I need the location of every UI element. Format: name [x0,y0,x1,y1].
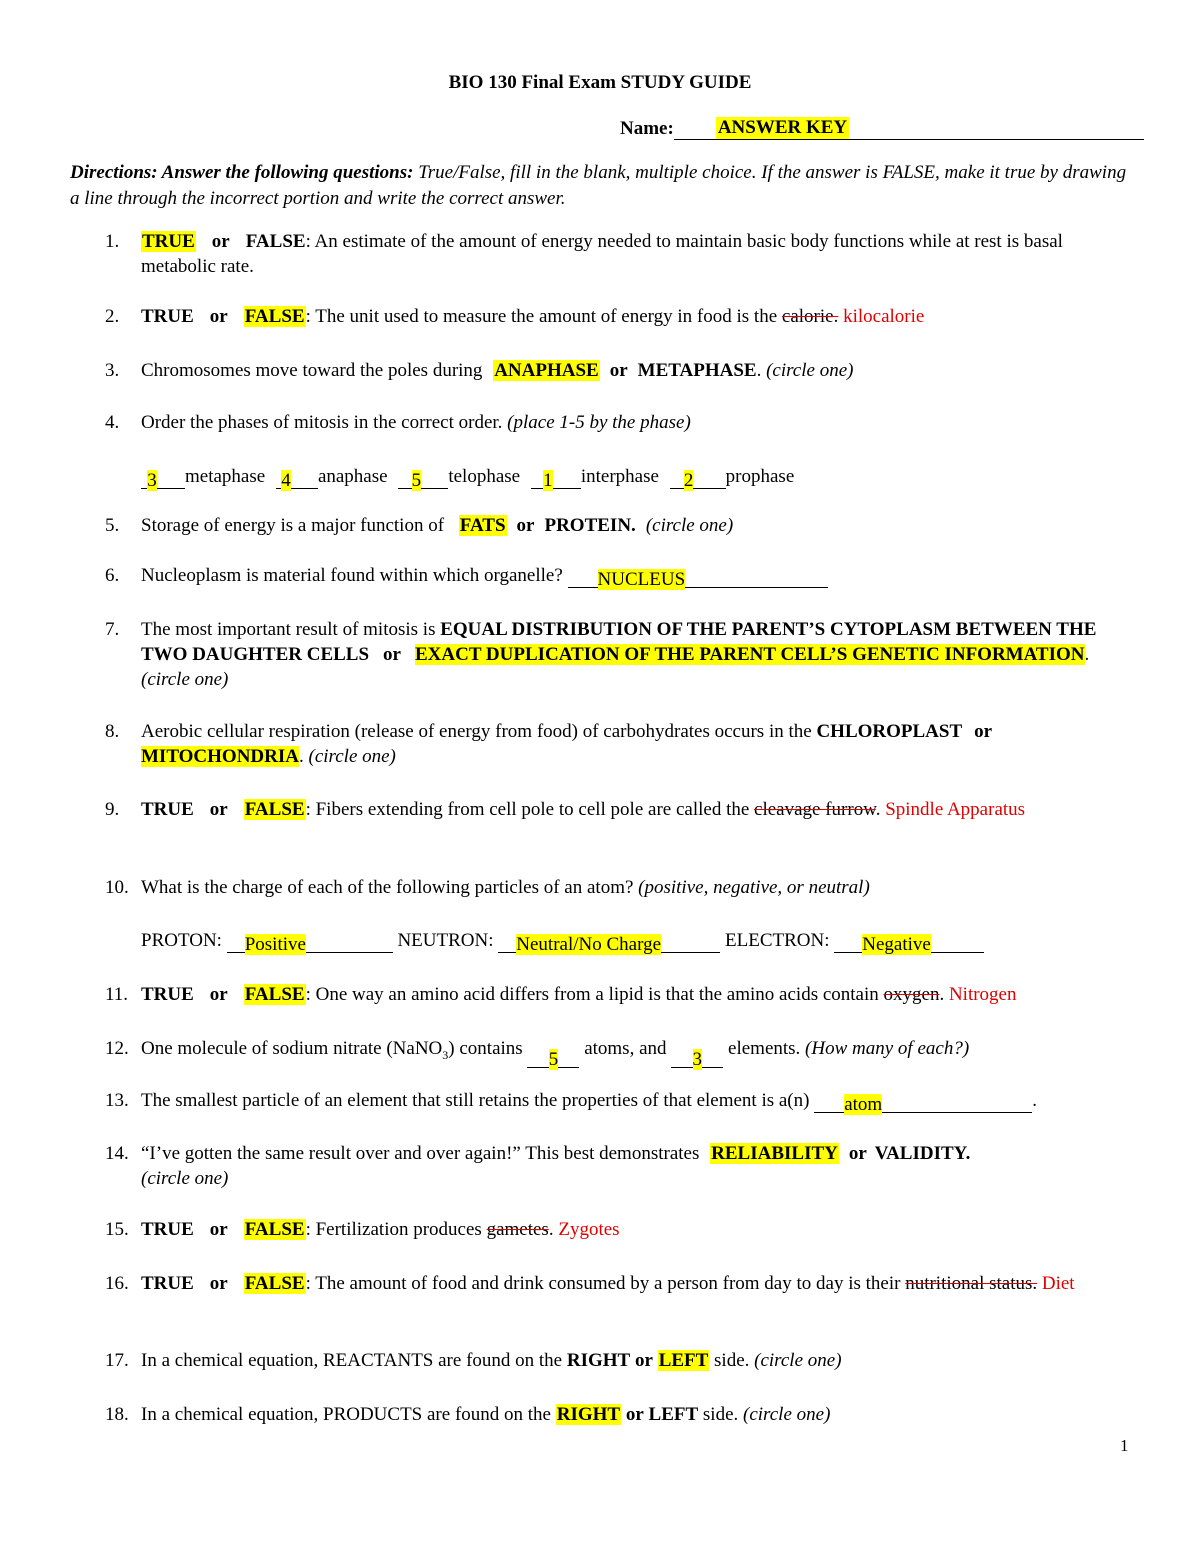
question-text: The smallest particle of an element that still retains the properties of that element is a(n) [141,1090,815,1111]
question-number: 13. [105,1090,129,1111]
punctuation: . [548,1219,554,1240]
question-17 [105,1348,1125,1373]
colon: : [305,984,311,1005]
question-number: 7. [105,619,120,640]
true-option: TRUE [142,231,195,252]
question-text: “I’ve gotten the same result over and over again!” This best demonstrates [141,1143,705,1164]
question-text: Fibers extending from cell pole to cell pole are called the [310,799,755,820]
question-number: 4. [105,412,120,433]
colon: : [305,799,311,820]
electron-answer: Negative [862,934,931,955]
choice-b: METAPHASE [637,360,757,381]
choice-b: PROTEIN. [544,515,636,536]
phase-blank [276,468,296,489]
or-word: or [848,1143,867,1164]
phase-number: 1 [543,470,553,491]
true-option: TRUE [141,1219,194,1240]
question-number: 12. [105,1038,129,1059]
question-number: 3. [105,360,120,381]
phase-blank [531,468,565,489]
phase-number: 4 [281,470,291,491]
punctuation: . [1032,1090,1037,1111]
question-text: Order the phases of mitosis in the correct order. [141,412,508,433]
false-option: FALSE [244,306,305,327]
struck-text: calorie. [781,306,839,327]
question-3 [105,358,1125,383]
answer-text: NUCLEUS [597,569,686,590]
or-word: or [209,306,228,327]
instruction-note: (place 1-5 by the phase) [507,412,691,433]
name-field [620,118,1144,140]
phase-blank [670,468,708,489]
question-text: An estimate of the amount of energy needed to maintain basic body functions while at rest is basal metabolic rate. [141,231,1063,277]
question-number: 10. [105,877,129,898]
or-word: or [383,644,401,665]
atoms-answer: 5 [548,1048,559,1070]
question-text: In a chemical equation, PRODUCTS are found on the [141,1404,556,1425]
false-option: FALSE [244,1219,305,1240]
choice-a: RIGHT [566,1350,631,1371]
phase-number: 3 [147,470,157,491]
question-2 [105,304,1125,329]
electron-blank [834,932,984,953]
or-word: or [609,360,628,381]
choice-a: ANAPHASE [494,360,599,381]
question-text: One molecule of sodium nitrate (NaNO [141,1038,443,1059]
elements-answer: 3 [692,1048,703,1070]
correction-text: Spindle Apparatus [880,799,1026,820]
question-9 [105,797,1125,822]
directions-text: True/False, fill in the blank, multiple choice. If the answer is FALSE, make it true by drawing a line through the incorrect portion and write the correct answer. [70,162,1127,209]
electron-label: ELECTRON: [725,930,830,951]
correction-text: Diet [1037,1273,1075,1294]
question-text: Chromosomes move toward the poles during [141,360,488,381]
phase-label: metaphase [185,466,266,487]
false-option: FALSE [245,231,306,252]
question-text: Aerobic cellular respiration (release of energy from food) of carbohydrates occurs in the [141,721,817,742]
particle-charges-row [105,928,1125,953]
question-text: Nucleoplasm is material found within which organelle? [141,565,568,586]
subscript: 3 [442,1047,449,1062]
question-number: 18. [105,1404,129,1425]
question-number: 8. [105,721,120,742]
or-word: or [209,1219,228,1240]
true-option: TRUE [141,1273,194,1294]
name-blank [674,119,1144,140]
correction-text: Nitrogen [944,984,1017,1005]
answer-blank [814,1092,1032,1113]
choice-b: LEFT [658,1350,709,1371]
colon: : [305,1219,311,1240]
question-text-middle: atoms, and [579,1038,672,1059]
answer-text: atom [844,1094,883,1115]
instruction-note: (circle one) [743,1404,831,1425]
question-number: 16. [105,1273,129,1294]
atoms-blank [527,1047,579,1068]
question-text-end: side. [709,1350,755,1371]
choice-b: LEFT [648,1404,699,1425]
question-16 [105,1271,1125,1296]
choice-a: RIGHT [556,1404,621,1425]
elements-blank [671,1047,723,1068]
question-4 [105,410,1125,435]
or-word: or [625,1404,644,1425]
question-text-end: elements. [723,1038,806,1059]
question-14 [105,1141,1125,1191]
or-word: or [211,231,230,252]
instruction-note: (circle one) [766,360,854,381]
proton-answer: Positive [244,934,306,955]
question-text: One way an amino acid differs from a lipid is that the amino acids contain [310,984,884,1005]
question-number: 11. [105,984,129,1005]
question-number: 14. [105,1143,129,1164]
directions-heading: Directions: Answer the following questions: [70,162,414,183]
or-word: or [209,799,228,820]
question-6 [105,563,1125,588]
struck-text: oxygen [883,984,940,1005]
instruction-note: (circle one) [754,1350,842,1371]
question-text: The unit used to measure the amount of energy in food is the [310,306,782,327]
question-text: In a chemical equation, REACTANTS are found on the [141,1350,567,1371]
choice-a: FATS [459,515,506,536]
page-number: 1 [1120,1436,1129,1455]
false-option: FALSE [244,799,305,820]
question-1 [105,229,1125,279]
true-option: TRUE [141,984,194,1005]
punctuation: . [756,360,767,381]
question-10 [105,875,1125,900]
phase-label: prophase [725,466,795,487]
question-number: 17. [105,1350,129,1371]
instruction-note: (positive, negative, or neutral) [638,877,870,898]
question-text-end: side. [698,1404,744,1425]
choice-b: VALIDITY. [874,1143,971,1164]
struck-text: nutritional status. [905,1273,1038,1294]
question-number: 1. [105,231,120,252]
struck-text: cleavage furrow [754,799,876,820]
directions [70,160,1140,212]
question-13 [105,1088,1125,1113]
question-text: Fertilization produces [310,1219,487,1240]
question-text: The most important result of mitosis is [141,619,441,640]
question-number: 5. [105,515,120,536]
question-text: The amount of food and drink consumed by a person from day to day is their [310,1273,906,1294]
question-11 [105,982,1125,1007]
question-number: 2. [105,306,120,327]
question-18 [105,1402,1125,1427]
punctuation: . [939,984,945,1005]
question-text-continued: ) contains [448,1038,528,1059]
phase-label: interphase [580,466,659,487]
punctuation: . [1084,644,1090,665]
punctuation: . [299,746,309,767]
correction-text: kilocalorie [838,306,925,327]
or-word: or [209,984,228,1005]
question-15 [105,1217,1125,1242]
colon: : [305,306,311,327]
question-8 [105,719,1125,769]
phase-order-row [105,464,1125,489]
page-title: BIO 130 Final Exam STUDY GUIDE [448,72,752,93]
instruction-note: (circle one) [141,669,229,690]
or-word: or [516,515,535,536]
colon: : [305,231,311,252]
or-word: or [634,1350,653,1371]
colon: : [305,1273,311,1294]
question-text: What is the charge of each of the following particles of an atom? [141,877,639,898]
phase-label: anaphase [317,466,388,487]
choice-a: CHLOROPLAST [816,721,963,742]
phase-number: 2 [683,470,694,491]
phase-blank [398,468,434,489]
question-number: 6. [105,565,120,586]
answer-blank [568,567,828,588]
question-7 [105,617,1125,692]
proton-label: PROTON: [141,930,222,951]
choice-a: RELIABILITY [711,1143,838,1164]
phase-label: telophase [448,466,521,487]
question-12 [105,1036,1125,1068]
question-5 [105,513,1125,538]
instruction-note: (circle one) [645,515,734,536]
name-answer: ANSWER KEY [717,117,848,138]
neutron-answer: Neutral/No Charge [516,934,662,955]
choice-b: MITOCHONDRIA [141,746,299,767]
punctuation: . [875,799,881,820]
instruction-note: (How many of each?) [805,1038,970,1059]
correction-text: Zygotes [553,1219,620,1240]
choice-b: EXACT DUPLICATION OF THE PARENT CELL’S GENETIC INFORMATION [414,644,1085,665]
question-text: Storage of energy is a major function of [141,515,449,536]
phase-number: 5 [411,470,422,491]
phase-blank [141,468,163,489]
true-option: TRUE [141,799,194,820]
instruction-note: (circle one) [141,1168,229,1189]
neutron-label: NEUTRON: [397,930,494,951]
question-number: 15. [105,1219,129,1240]
neutron-blank [498,932,720,953]
struck-text: gametes [486,1219,549,1240]
or-word: or [209,1273,228,1294]
instruction-note: (circle one) [308,746,396,767]
choice-a: EQUAL DISTRIBUTION OF THE PARENT’S CYTOPLASM BETWEEN THE TWO DAUGHTER CELLS [141,619,1097,665]
true-option: TRUE [141,306,194,327]
or-word: or [974,721,993,742]
proton-blank [227,932,393,953]
name-label: Name: [620,118,674,139]
false-option: FALSE [244,1273,305,1294]
false-option: FALSE [244,984,305,1005]
question-number: 9. [105,799,120,820]
